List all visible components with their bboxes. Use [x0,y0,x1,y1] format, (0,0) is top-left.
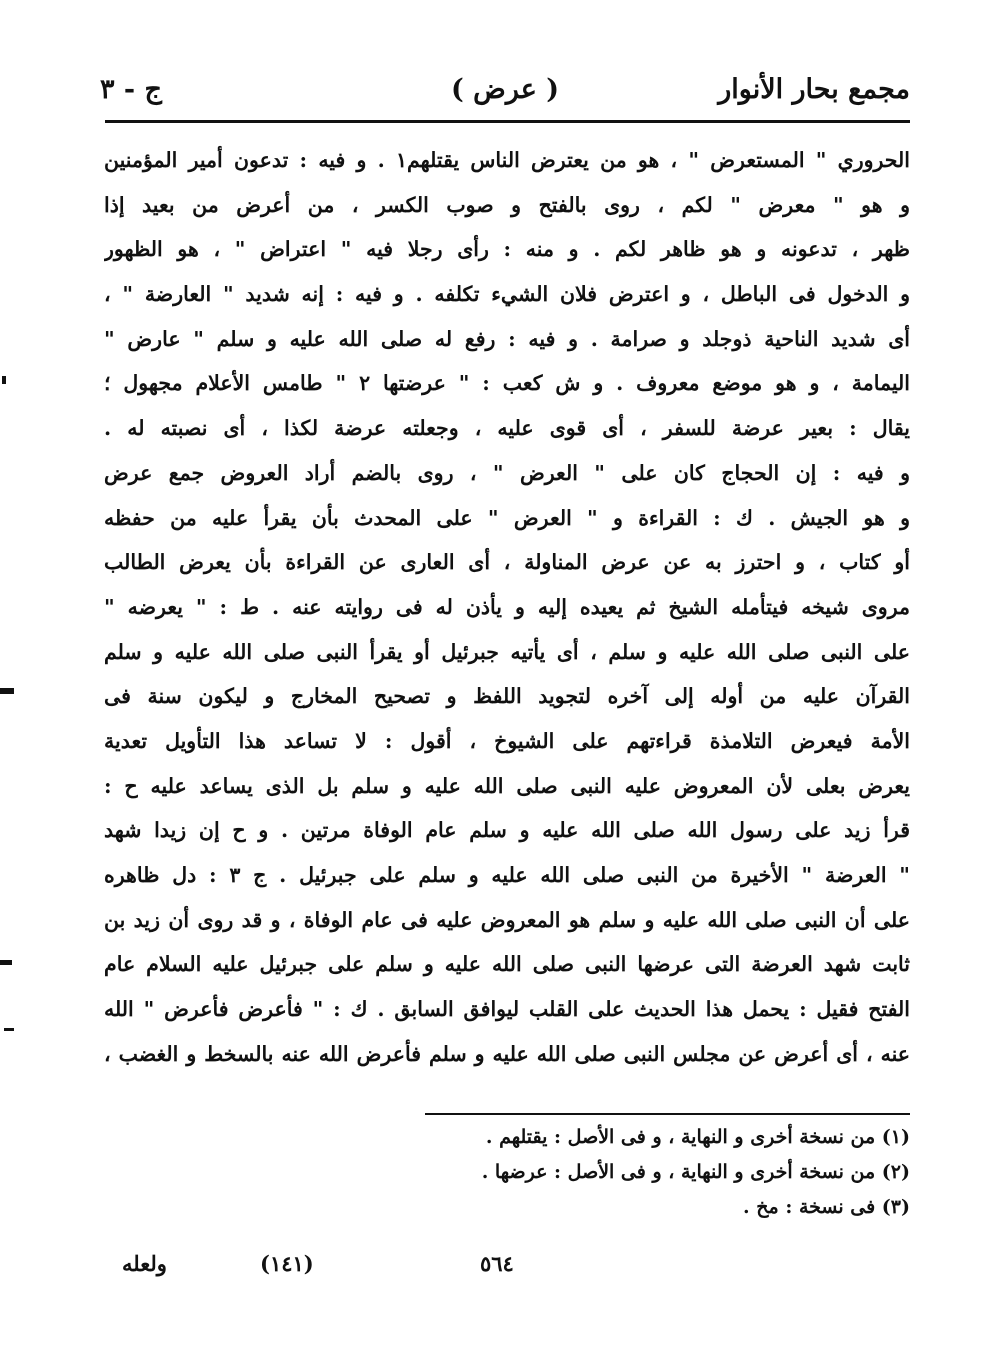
text-line: الحروري " المستعرض " ، هو من يعترض الناس يقتلهم١ . و فيه : تدعون أمير المؤمنين [104,148,910,172]
footnote-rule [425,1113,910,1115]
text-line: " العرضة " الأخيرة من النبى صلى الله عليه و سلم على جبرئيل . ج ٣ : دل ظاهره [104,863,910,887]
entry-word: ( عرض ) [451,74,559,105]
text-line: مروى شيخه فيتأمله الشيخ ثم يعيده إليه و يأذن له فى روايته عنه . ط : " يعرضه " [104,594,910,619]
book-title: مجمع بحار الأنوار [718,74,910,105]
page-number: ٥٦٤ [480,1251,514,1276]
text-line: و فيه : إن الحجاج كان على " العرض " ، روى بالضم أراد العروض جمع عرض [104,460,910,485]
footnote: (٣) فى نسخة : مخ . [743,1196,910,1218]
catchword: ولعله [122,1251,167,1276]
footnote: (٢) من نسخة أخرى و النهاية ، و فى الأصل : عرضها . [481,1161,910,1183]
scan-artifact [4,1028,14,1031]
signature-mark: (١٤١) [260,1251,314,1276]
text-line: القرآن عليه من أوله إلى آخره لتجويد اللفظ و تصحيح المخارج و ليكون سنة فى [104,684,910,709]
text-line: و الدخول فى الباطل ، و اعترض فلان الشيء تكلفه . و فيه : إنه شديد " العارضة " ، [104,282,910,307]
footnote: (١) من نسخة أخرى و النهاية ، و فى الأصل : يقتلهم . [485,1126,910,1148]
scan-artifact [2,376,6,384]
text-line: ظهر ، تدعونه و هو ظاهر لكم . و منه : رأى رجلا فيه " اعتراض " ، هو الظهور [104,237,910,262]
text-line: قرأ زيد على رسول الله صلى الله عليه و سلم عام الوفاة مرتين . و ح إن زيدا شهد [104,818,910,843]
page-footer [100,1248,920,1284]
text-line: الفتح فقيل : يحمل هذا الحديث على القلب ليوافق السابق . ك : " فأعرض فأعرض " الله [104,997,910,1022]
volume-number: ج - ٣ [100,74,162,105]
text-line: أو كتاب ، و احترز به عن عرض المناولة ، أى العارى عن القراءة بأن يعرض الطالب [104,550,910,575]
text-line: عنه ، أى أعرض عن مجلس النبى صلى الله عليه و سلم فأعرض الله عنه بالسخط و الغضب ، [104,1041,910,1066]
text-line: يعرض بعلى لأن المعروض عليه النبى صلى الله عليه و سلم بل الذى يساعد عليه ح : [104,773,910,798]
running-header [100,70,910,116]
text-line: و هو " معرض " لكم ، روى بالفتح و صوب الكسر ، من أعرض من بعيد إذا [104,192,910,217]
header-rule [105,120,910,123]
text-line: الأمة فيعرض التلامذة قراءتهم على الشيوخ ، أقول : لا تساعد هذا التأويل تعدية [104,728,910,753]
text-line: على النبى صلى الله عليه و سلم ، أى يأتيه جبرئيل أو يقرأ النبى صلى الله عليه و سلم [104,639,910,664]
text-line: اليمامة ، و هو موضع معروف . و ش كعب : " عرضتها ٢ " طامس الأعلام مجهول ؛ [104,371,910,396]
scan-artifact [0,688,14,694]
scan-artifact [0,960,12,965]
text-line: يقال : بعير عرضة للسفر ، أى قوى عليه ، وجعلته عرضة لكذا ، أى نصبته له . [104,416,910,441]
text-line: أى شديد الناحية ذوجلد و صرامة . و فيه : رفع له صلى الله عليه و سلم " عارض " [104,326,910,351]
main-text [104,138,910,1076]
text-line: على أن النبى صلى الله عليه و سلم هو المعروض عليه فى عام الوفاة ، و قد روى أن زيد بن [104,907,910,932]
footnotes [310,1120,910,1225]
text-line: ثابت شهد العرضة التى عرضها النبى صلى الله عليه و سلم على جبرئيل عليه السلام عام [104,952,910,977]
text-line: و هو الجيش . ك : القراءة و " العرض " على المحدث بأن يقرأ عليه من حفظه [104,505,910,530]
